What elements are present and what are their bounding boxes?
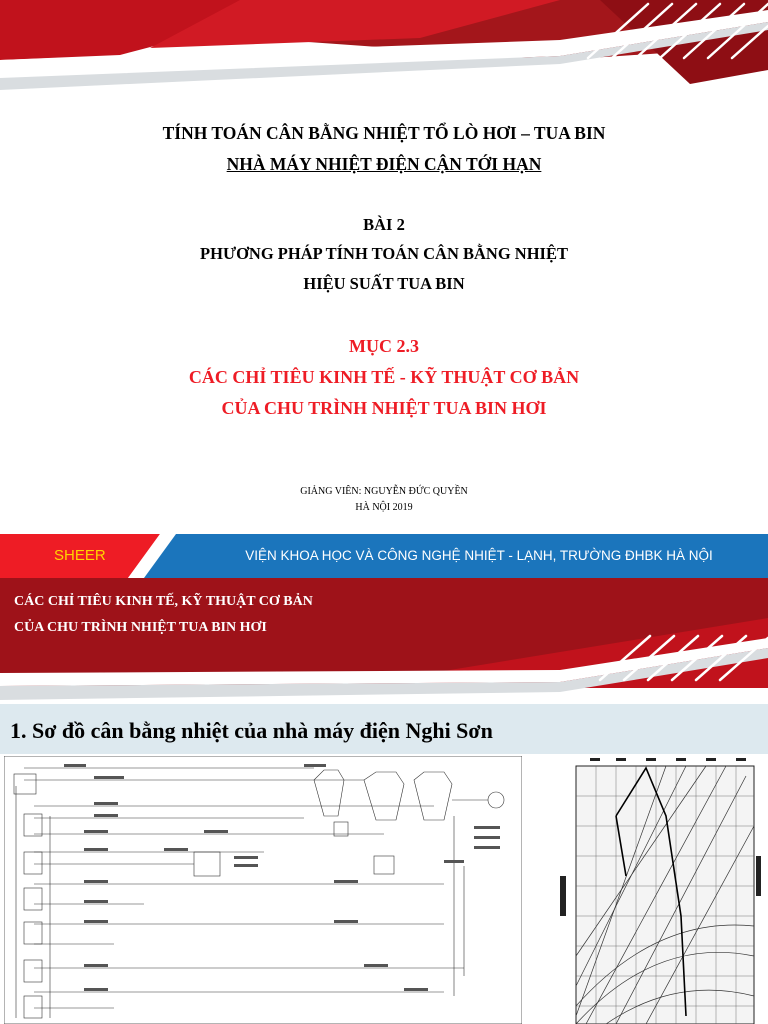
main-title-line2: NHÀ MÁY NHIỆT ĐIỆN CẬN TỚI HẠN [226,154,542,174]
heat-balance-diagram [4,756,522,1024]
lesson-title-line2: HIỆU SUẤT TUA BIN [303,274,465,293]
brand-label: SHEER [54,547,106,564]
section-title-line1: CÁC CHỈ TIÊU KINH TẾ - KỸ THUẬT CƠ BẢN [188,367,580,387]
header-decoration [0,0,768,110]
lesson-title-line1: PHƯƠNG PHÁP TÍNH TOÁN CÂN BẰNG NHIỆT [200,244,568,263]
section-heading: 1. Sơ đồ cân bằng nhiệt của nhà máy điện Nghi Sơn [10,718,493,743]
place-year: HÀ NỘI 2019 [355,502,413,513]
lesson-number: BÀI 2 [363,215,405,234]
h-s-chart [546,756,762,1024]
section-title-line2: CỦA CHU TRÌNH NHIỆT TUA BIN HƠI [221,398,547,418]
main-title-line1: TÍNH TOÁN CÂN BẰNG NHIỆT TỔ LÒ HƠI – TUA BIN [162,123,606,143]
section-number: MỤC 2.3 [349,336,419,356]
lecturer-name: GIẢNG VIÊN: NGUYỄN ĐỨC QUYỀN [300,486,468,497]
slide2-header-line2: CỦA CHU TRÌNH NHIỆT TUA BIN HƠI [14,620,267,635]
slide2-header-line1: CÁC CHỈ TIÊU KINH TẾ, KỸ THUẬT CƠ BẢN [14,594,313,609]
institute-label: VIỆN KHOA HỌC VÀ CÔNG NGHỆ NHIỆT - LẠNH, TRƯỜNG ĐHBK HÀ NỘI [245,548,713,563]
footer-bar [0,534,768,578]
content-slide [0,578,768,1024]
